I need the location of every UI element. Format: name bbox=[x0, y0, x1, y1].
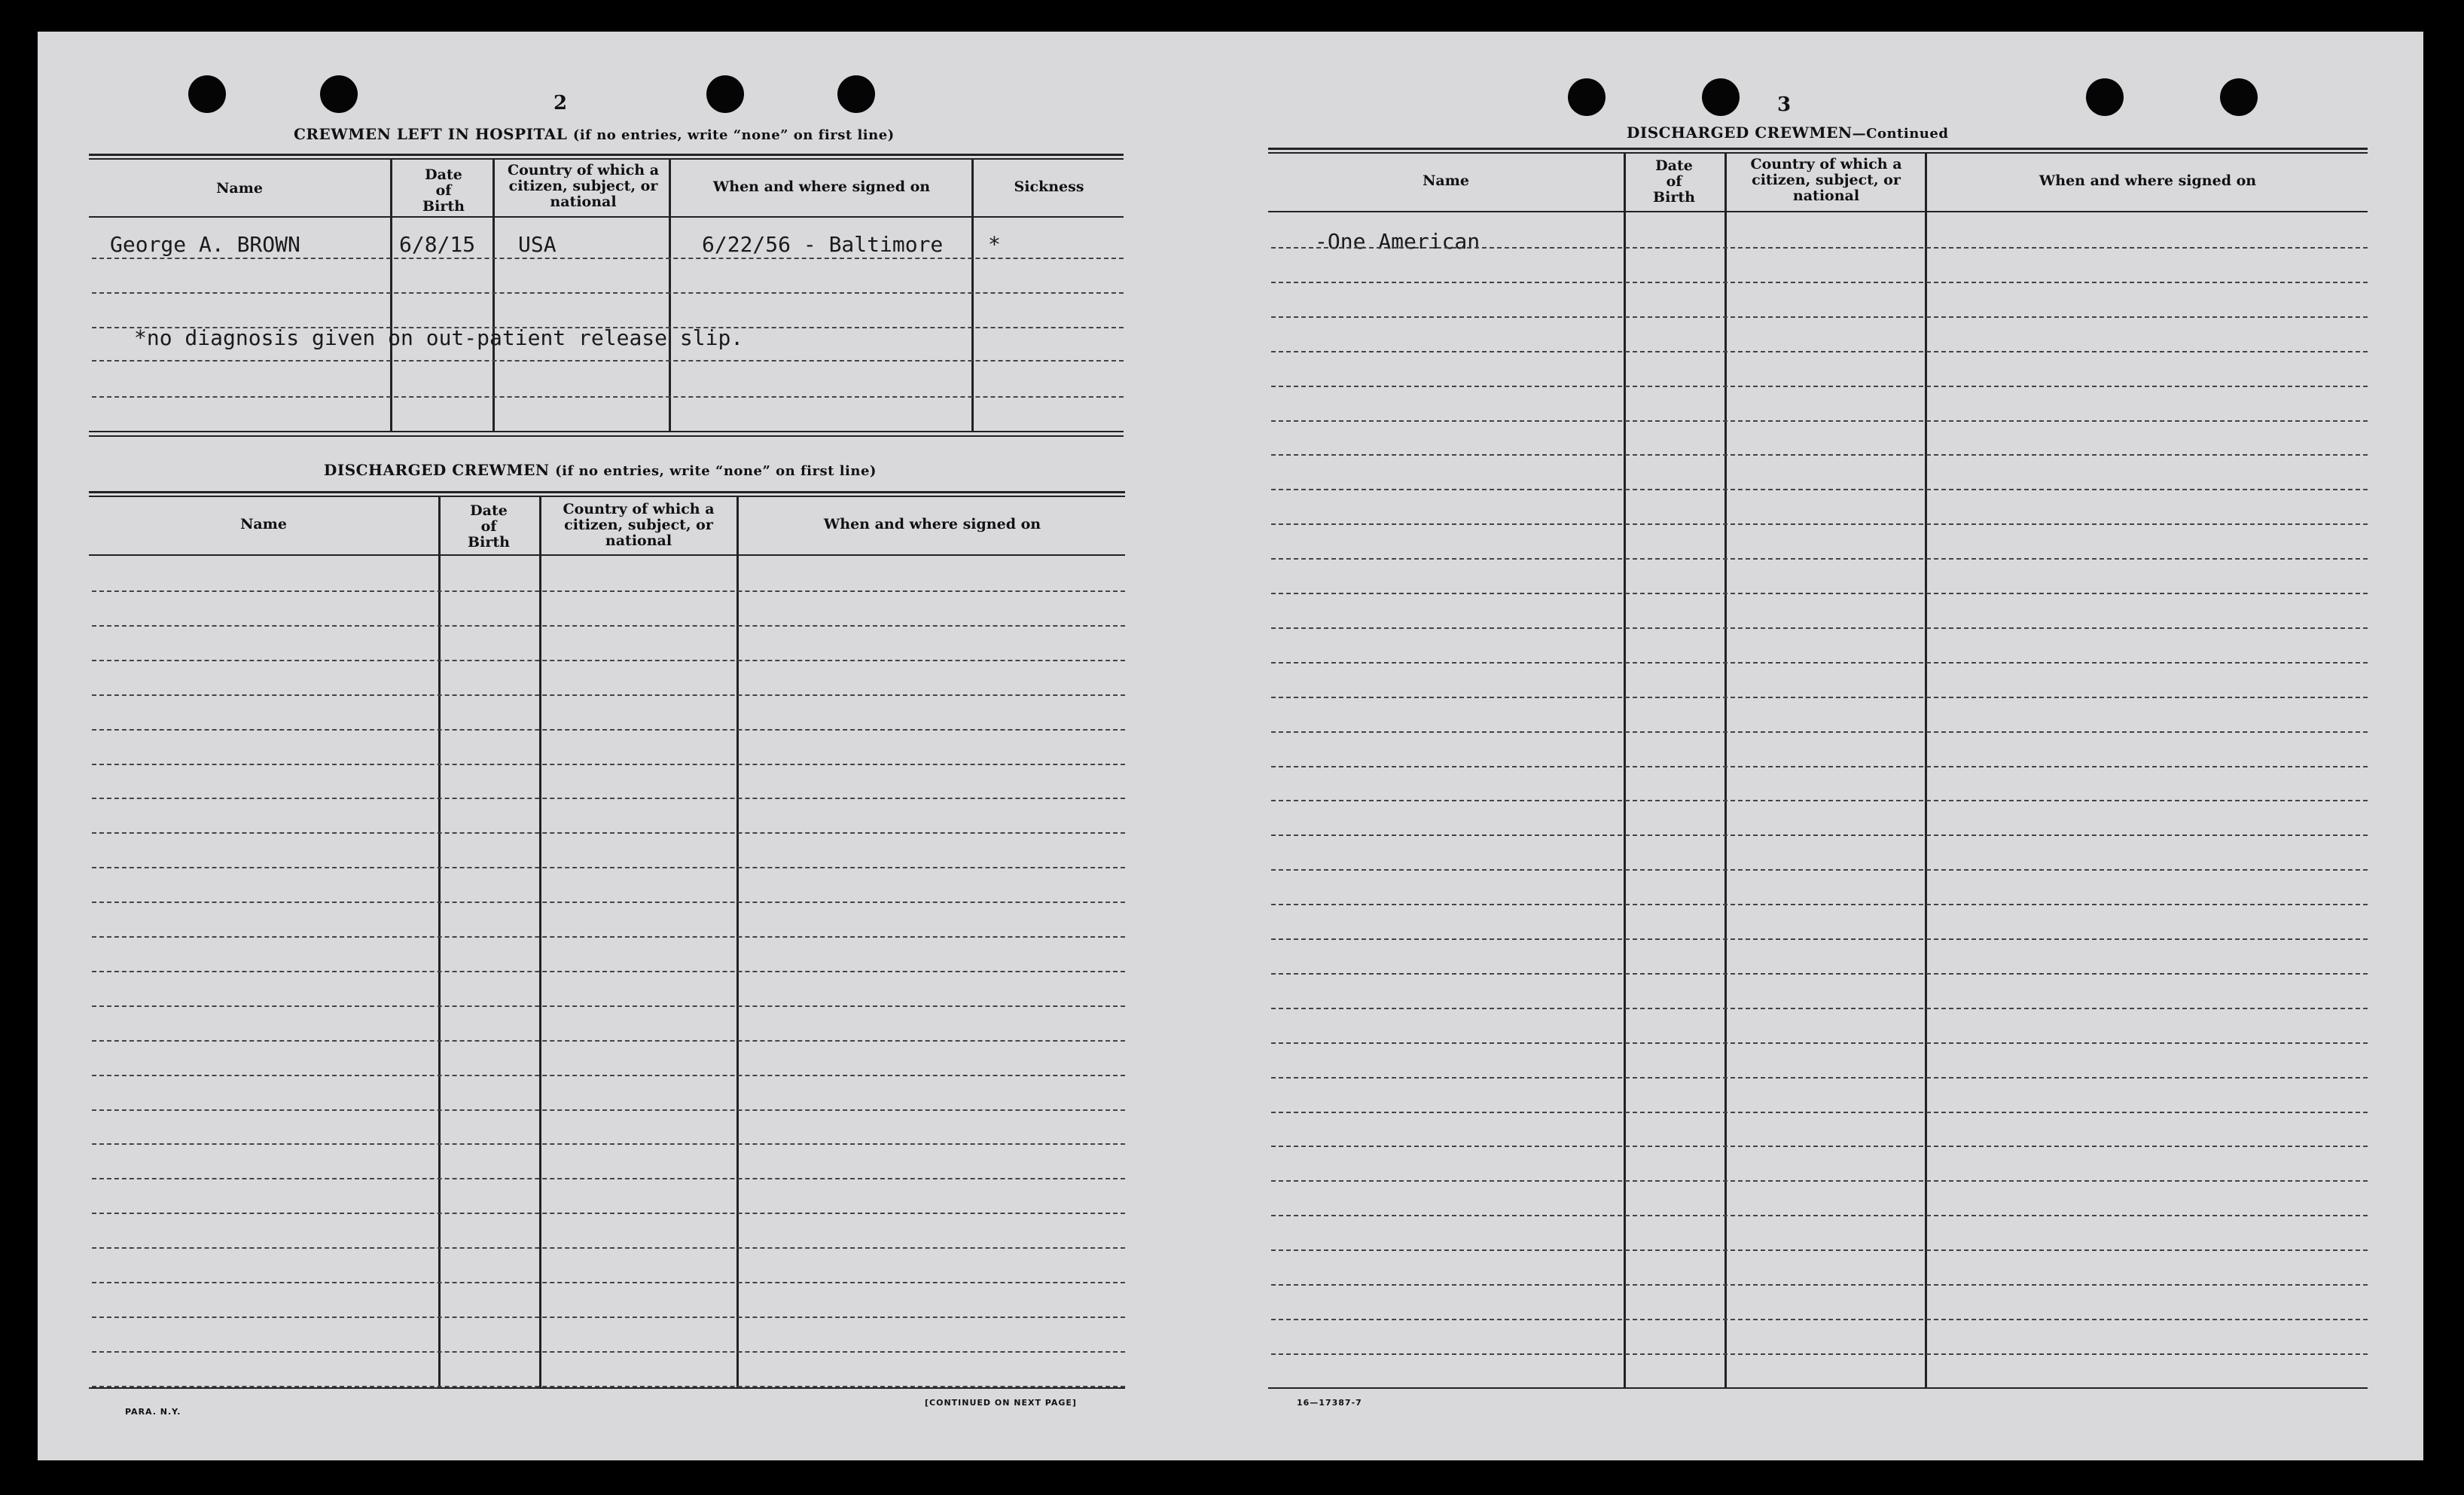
ruled-line bbox=[92, 1317, 1125, 1318]
ruled-line bbox=[1271, 593, 2368, 594]
ruled-line bbox=[92, 660, 1125, 661]
ruled-line bbox=[1271, 1353, 2368, 1355]
col-header-sickness: Sickness bbox=[1014, 178, 1084, 195]
ruled-line bbox=[92, 1282, 1125, 1283]
footer-printer-left: PARA. N.Y. bbox=[125, 1407, 181, 1417]
footer-form-number: 16—17387-7 bbox=[1297, 1398, 1362, 1408]
col-header-country: Country of which a citizen, subject, or national bbox=[1750, 156, 1902, 204]
ruled-line bbox=[1271, 973, 2368, 975]
col-header-signed-on: When and where signed on bbox=[2039, 172, 2257, 189]
ruled-line bbox=[1271, 1146, 2368, 1147]
ruled-line bbox=[1271, 834, 2368, 836]
ruled-line bbox=[92, 971, 1125, 972]
punch-hole bbox=[837, 75, 875, 113]
col-header-dob: Date of Birth bbox=[1653, 157, 1695, 206]
col-header-country: Country of which a citizen, subject, or national bbox=[563, 501, 715, 549]
hospital-row-dob: 6/8/15 bbox=[399, 232, 476, 257]
hospital-row-sickness: * bbox=[988, 232, 1001, 257]
ruled-line bbox=[1271, 247, 2368, 249]
ruled-line bbox=[92, 832, 1125, 834]
ruled-line bbox=[1271, 386, 2368, 387]
col-header-dob: Date of Birth bbox=[422, 166, 465, 215]
ruled-line bbox=[92, 590, 1125, 592]
ruled-line bbox=[1271, 282, 2368, 283]
ruled-line bbox=[1271, 1112, 2368, 1113]
col-header-country: Country of which a citizen, subject, or national bbox=[507, 162, 660, 210]
ruled-line bbox=[1271, 1042, 2368, 1044]
hospital-row-signed-on: 6/22/56 - Baltimore bbox=[702, 232, 944, 257]
col-header-signed-on: When and where signed on bbox=[712, 178, 931, 195]
ruled-line bbox=[92, 1178, 1125, 1179]
ruled-line bbox=[92, 1213, 1125, 1214]
ruled-line bbox=[1271, 1284, 2368, 1286]
ruled-line bbox=[1271, 454, 2368, 456]
col-header-name: Name bbox=[240, 516, 287, 532]
punch-hole bbox=[1702, 78, 1740, 116]
footer-continued: [CONTINUED ON NEXT PAGE] bbox=[925, 1398, 1077, 1408]
hospital-footnote: *no diagnosis given on out-patient release slip. bbox=[134, 325, 744, 350]
hospital-row-country: USA bbox=[518, 232, 557, 257]
ruled-line bbox=[1271, 1249, 2368, 1251]
page-number-right: 3 bbox=[1777, 93, 1792, 116]
discharged-row-name: -One American bbox=[1315, 229, 1481, 254]
discharged-section-title: DISCHARGED CREWMEN (if no entries, write “none” on first line) bbox=[324, 461, 877, 479]
punch-hole bbox=[188, 75, 226, 113]
ruled-line bbox=[1271, 938, 2368, 940]
ruled-line bbox=[1271, 904, 2368, 905]
ruled-line bbox=[1271, 697, 2368, 698]
ruled-line bbox=[1271, 800, 2368, 801]
ruled-line bbox=[1271, 558, 2368, 560]
ruled-line bbox=[92, 729, 1125, 731]
ruled-line bbox=[1271, 489, 2368, 490]
ruled-line bbox=[1271, 662, 2368, 664]
ruled-line bbox=[92, 1005, 1125, 1007]
page-number-left: 2 bbox=[553, 92, 568, 114]
ruled-line bbox=[1271, 420, 2368, 422]
col-header-signed-on: When and where signed on bbox=[823, 516, 1041, 532]
ruled-line bbox=[92, 694, 1125, 696]
punch-hole bbox=[2220, 78, 2258, 116]
ruled-line bbox=[1271, 766, 2368, 767]
ruled-line bbox=[1271, 316, 2368, 318]
ruled-line bbox=[1271, 523, 2368, 525]
punch-hole bbox=[1568, 78, 1606, 116]
ruled-line bbox=[92, 798, 1125, 799]
ruled-line bbox=[1271, 1180, 2368, 1182]
hospital-row-name: George A. BROWN bbox=[110, 232, 300, 257]
ruled-line bbox=[1271, 627, 2368, 629]
ruled-line bbox=[92, 764, 1125, 765]
ruled-line bbox=[92, 1109, 1125, 1111]
ruled-line bbox=[92, 1351, 1125, 1353]
punch-hole bbox=[320, 75, 358, 113]
ruled-line bbox=[92, 1386, 1125, 1387]
ruled-line bbox=[92, 1040, 1125, 1042]
ruled-line bbox=[92, 1247, 1125, 1249]
ruled-line bbox=[1271, 869, 2368, 871]
hospital-section-title: CREWMEN LEFT IN HOSPITAL (if no entries, write “none” on first line) bbox=[294, 125, 895, 143]
form-sheet bbox=[38, 32, 2423, 1460]
ruled-line bbox=[1271, 1319, 2368, 1320]
col-header-name: Name bbox=[216, 180, 263, 197]
ruled-line bbox=[1271, 1215, 2368, 1216]
ruled-line bbox=[92, 936, 1125, 938]
ruled-line bbox=[92, 1075, 1125, 1076]
discharged-continued-title: DISCHARGED CREWMEN—Continued bbox=[1627, 124, 1949, 142]
ruled-line bbox=[92, 902, 1125, 903]
ruled-line bbox=[1271, 1077, 2368, 1079]
ruled-line bbox=[1271, 351, 2368, 352]
col-header-dob: Date of Birth bbox=[468, 502, 510, 551]
ruled-line bbox=[1271, 1008, 2368, 1009]
ruled-line bbox=[1271, 731, 2368, 733]
ruled-line bbox=[92, 867, 1125, 868]
col-header-name: Name bbox=[1423, 172, 1469, 189]
punch-hole bbox=[706, 75, 744, 113]
punch-hole bbox=[2086, 78, 2124, 116]
ruled-line bbox=[92, 625, 1125, 627]
ruled-line bbox=[92, 1143, 1125, 1145]
